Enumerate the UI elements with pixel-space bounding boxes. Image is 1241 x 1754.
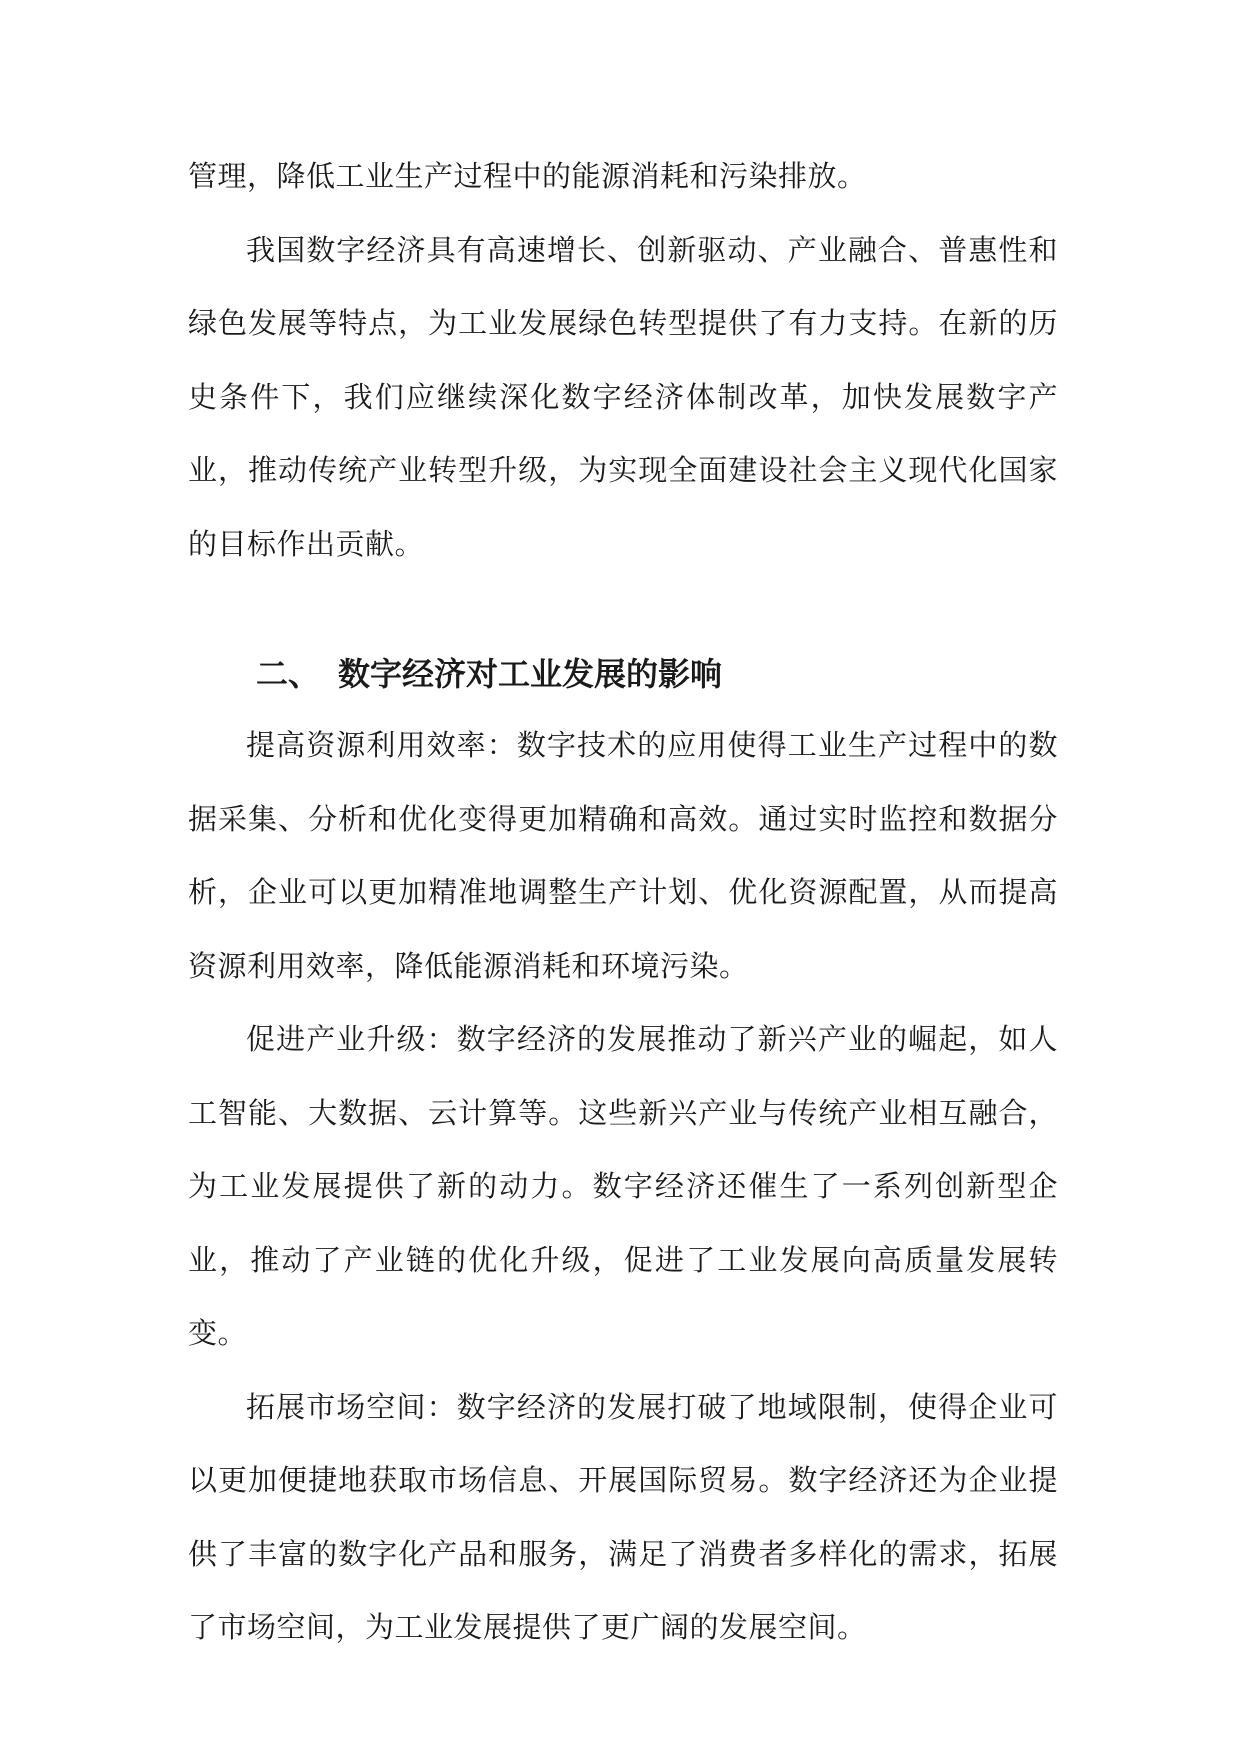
section-heading [188,639,1058,709]
document-page [188,140,1058,1665]
section-number: 二、 [256,655,321,693]
paragraph-resource-efficiency: 提高资源利用效率：数字技术的应用使得工业生产过程中的数据采集、分析和优化变得更加精确和高效。通过实时监控和数据分析，企业可以更加精准地调整生产计划、优化资源配置，从而提高资源利用效率，降低能源消耗和环境污染。 [188,728,1058,983]
paragraph-continuation: 管理，降低工业生产过程中的能源消耗和污染排放。 [188,159,867,193]
paragraph-industrial-upgrade: 促进产业升级：数字经济的发展推动了新兴产业的崛起，如人工智能、大数据、云计算等。这些新兴产业与传统产业相互融合，为工业发展提供了新的动力。数字经济还催生了一系列创新型企业，推动了产业链的优化升级，促进了工业发展向高质量发展转变。 [188,1022,1058,1350]
paragraph-market-expansion: 拓展市场空间：数字经济的发展打破了地域限制，使得企业可以更加便捷地获取市场信息、开展国际贸易。数字经济还为企业提供了丰富的数字化产品和服务，满足了消费者多样化的需求，拓展了市场空间，为工业发展提供了更广阔的发展空间。 [188,1389,1058,1644]
paragraph-digital-economy-features: 我国数字经济具有高速增长、创新驱动、产业融合、普惠性和绿色发展等特点，为工业发展绿色转型提供了有力支持。在新的历史条件下，我们应继续深化数字经济体制改革，加快发展数字产业，推动传统产业转型升级，为实现全面建设社会主义现代化国家的目标作出贡献。 [188,232,1058,561]
section-title: 数字经济对工业发展的影响 [338,655,723,693]
